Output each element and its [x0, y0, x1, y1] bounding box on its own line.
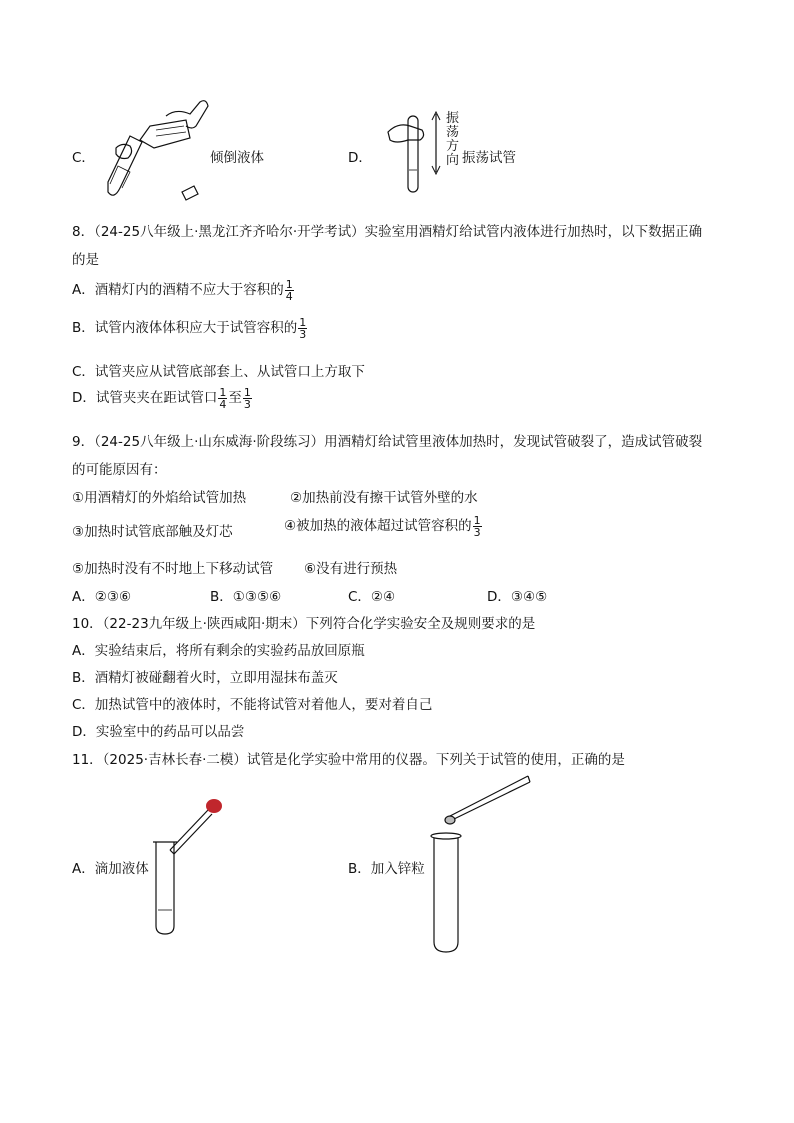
q9-option-a: A．②③⑥: [72, 589, 132, 605]
q8-option-b-text: B．试管内液体体积应大于试管容积的: [72, 320, 298, 336]
q8-option-d-text: D．试管夹夹在距试管口: [72, 390, 218, 406]
q9-reason-1: ①用酒精灯的外焰给试管加热: [72, 490, 247, 506]
q8-option-a-text: A．酒精灯内的酒精不应大于容积的: [72, 282, 284, 298]
q9-stem-line2: 的可能原因有：: [72, 462, 167, 478]
shake-direction-char: 方: [446, 139, 460, 154]
fraction: [285, 279, 294, 302]
fraction-numerator: 1: [285, 277, 293, 291]
q9-option-b: B．①③⑤⑥: [210, 589, 282, 605]
q10-option-d: D．实验室中的药品可以品尝: [72, 724, 245, 740]
fraction: [298, 317, 307, 340]
fraction-numerator: 1: [243, 385, 251, 399]
q8-stem-line1: 8．（24-25八年级上·黑龙江齐齐哈尔·开学考试）实验室用酒精灯给试管内液体进行加热时，以下数据正确: [72, 224, 703, 240]
q8-stem-line2: 的是: [72, 252, 99, 268]
adding-zinc-granule-illustration: [428, 772, 538, 956]
q9-reason-5: ⑤加热时没有不时地上下移动试管: [72, 561, 274, 577]
option-c-label: C．: [72, 150, 95, 166]
fraction-denominator: 4: [219, 397, 227, 411]
q9-reason-3: ③加热时试管底部触及灯芯: [72, 524, 233, 540]
shake-direction-label: [446, 112, 462, 168]
fraction: [473, 515, 482, 538]
option-d-label: D．: [348, 150, 372, 166]
shake-direction-char: 荡: [446, 125, 460, 140]
fraction-denominator: 3: [473, 525, 481, 539]
fraction: [243, 387, 252, 410]
q10-option-c: C．加热试管中的液体时，不能将试管对着他人，要对着自己: [72, 697, 433, 713]
fraction-denominator: 4: [285, 289, 293, 303]
q8-option-c: C．试管夹应从试管底部套上、从试管口上方取下: [72, 364, 365, 380]
q9-option-d: D．③④⑤: [487, 589, 548, 605]
q9-stem-line1: 9．（24-25八年级上·山东威海·阶段练习）用酒精灯给试管里液体加热时，发现试管破裂了，造成试管破裂: [72, 434, 703, 450]
fraction: [218, 387, 227, 410]
option-c-caption: 倾倒液体: [210, 150, 264, 166]
q9-reason-6: ⑥没有进行预热: [304, 561, 398, 577]
q11-stem: 11．（2025·吉林长春·二模）试管是化学实验中常用的仪器。下列关于试管的使用，正确的是: [72, 752, 625, 768]
fraction-denominator: 3: [243, 397, 251, 411]
q8-option-b: [72, 316, 308, 340]
q10-stem: 10．（22-23九年级上·陕西咸阳·期末）下列符合化学实验安全及规则要求的是: [72, 616, 536, 632]
pouring-liquid-illustration: [96, 96, 216, 206]
shaking-test-tube-illustration: [378, 110, 438, 196]
option-d-caption: 振荡试管: [462, 150, 516, 166]
shake-direction-char: 向: [446, 153, 460, 168]
q11-option-b: B．加入锌粒: [348, 861, 425, 877]
shake-direction-char: 振: [446, 111, 460, 126]
fraction-numerator: 1: [299, 315, 307, 329]
q9-reason-2: ②加热前没有擦干试管外壁的水: [290, 490, 478, 506]
fraction-denominator: 3: [299, 327, 307, 341]
q9-option-c: C．②④: [348, 589, 396, 605]
q11-option-a: A．滴加液体: [72, 861, 149, 877]
q9-reason-4-text: ④被加热的液体超过试管容积的: [284, 518, 472, 534]
q10-option-a: A．实验结束后，将所有剩余的实验药品放回原瓶: [72, 643, 365, 659]
dropping-liquid-illustration: [150, 790, 230, 940]
q8-option-a: [72, 278, 295, 302]
q9-reason-4: [284, 514, 483, 538]
fraction-numerator: 1: [219, 385, 227, 399]
dropper-bulb-icon: [206, 799, 222, 813]
fraction-numerator: 1: [473, 513, 481, 527]
q8-option-d: [72, 386, 253, 410]
q8-option-d-mid: 至: [228, 390, 242, 406]
q10-option-b: B．酒精灯被碰翻着火时，立即用湿抹布盖灭: [72, 670, 338, 686]
